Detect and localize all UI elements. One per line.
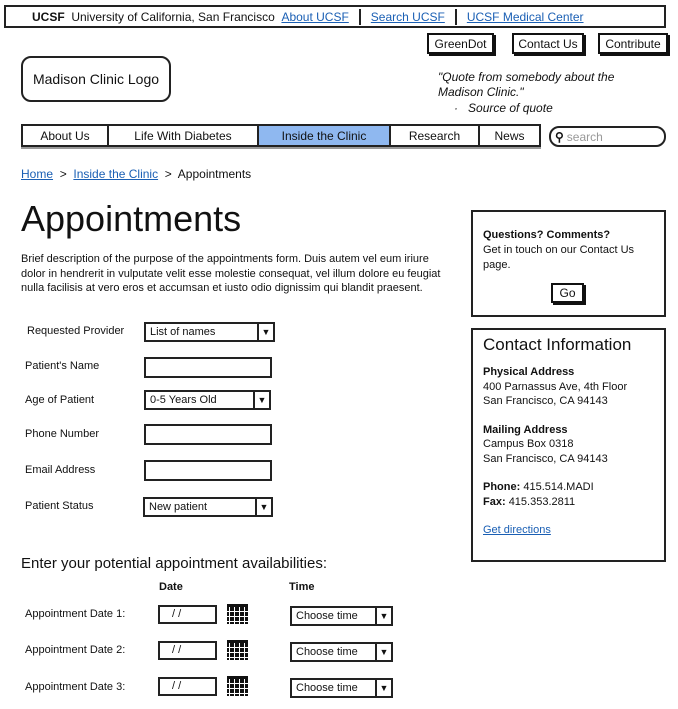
address-line: San Francisco, CA 94143 bbox=[483, 452, 608, 465]
questions-title: Questions? Comments? bbox=[483, 229, 611, 241]
time-value: Choose time bbox=[296, 610, 358, 622]
contribute-button[interactable]: Contribute bbox=[598, 33, 668, 54]
phone-label: Phone: bbox=[483, 481, 521, 493]
nav-life-with-diabetes[interactable]: Life With Diabetes bbox=[108, 124, 259, 147]
appointment-date-2-label: Appointment Date 2: bbox=[25, 644, 126, 656]
chevron-down-icon: ▼ bbox=[375, 644, 391, 660]
fax-label: Fax: bbox=[483, 495, 506, 508]
search-placeholder: search bbox=[566, 129, 603, 144]
time-header: Time bbox=[289, 581, 315, 593]
time-value: Choose time bbox=[296, 682, 358, 694]
status-value: New patient bbox=[149, 501, 208, 513]
provider-value: List of names bbox=[150, 326, 216, 338]
date-value: / / bbox=[172, 644, 182, 656]
address-line: Campus Box 0318 bbox=[483, 438, 574, 450]
appointment-date-3-label: Appointment Date 3: bbox=[25, 681, 126, 693]
provider-select[interactable] bbox=[144, 322, 275, 342]
contact-title: Contact Information bbox=[483, 335, 632, 354]
chevron-down-icon: ▼ bbox=[255, 499, 271, 515]
availability-heading: Enter your potential appointment availabilities: bbox=[21, 555, 328, 572]
physical-label: Physical Address bbox=[483, 366, 575, 378]
greendot-button[interactable]: GreenDot bbox=[427, 33, 494, 54]
bullet: · bbox=[454, 101, 458, 115]
phone-label: Phone Number bbox=[25, 428, 99, 440]
age-select[interactable] bbox=[144, 390, 271, 410]
appointment-date-1-label: Appointment Date 1: bbox=[25, 608, 126, 620]
nav-about-us[interactable]: About Us bbox=[21, 124, 109, 147]
contact-us-button[interactable]: Contact Us bbox=[512, 33, 584, 54]
status-select[interactable] bbox=[143, 497, 273, 517]
patient-name-input[interactable] bbox=[144, 357, 272, 378]
appointment-date-3-input[interactable] bbox=[158, 677, 217, 696]
chevron-down-icon: ▼ bbox=[257, 324, 273, 340]
email-input[interactable] bbox=[144, 460, 272, 481]
patient-name-label: Patient's Name bbox=[25, 360, 100, 372]
contact-info-box bbox=[471, 328, 666, 562]
breadcrumb-current: Appointments bbox=[177, 167, 252, 181]
age-label: Age of Patient bbox=[25, 394, 95, 406]
calendar-icon[interactable] bbox=[227, 604, 248, 624]
about-ucsf-link[interactable]: About UCSF bbox=[281, 9, 349, 24]
search-icon: ⚲ bbox=[555, 129, 564, 144]
questions-box bbox=[471, 210, 666, 317]
quote bbox=[438, 70, 663, 116]
chevron-down-icon: ▼ bbox=[253, 392, 269, 408]
quote-source: Source of quote bbox=[468, 101, 553, 115]
appointment-time-2-select[interactable] bbox=[290, 642, 393, 662]
calendar-icon[interactable] bbox=[227, 676, 248, 696]
quote-text: "Quote from somebody about the Madison Clinic." bbox=[438, 70, 615, 99]
get-directions-link[interactable]: Get directions bbox=[483, 524, 551, 536]
address-line: 400 Parnassus Ave, 4th Floor bbox=[483, 380, 628, 393]
breadcrumb-sep: > bbox=[164, 167, 172, 181]
page-title: Appointments bbox=[21, 198, 242, 239]
email-label: Email Address bbox=[25, 464, 96, 476]
mailing-label: Mailing Address bbox=[483, 423, 568, 436]
search-ucsf-link[interactable]: Search UCSF bbox=[370, 9, 445, 24]
search-input[interactable] bbox=[549, 126, 666, 147]
provider-label: Requested Provider bbox=[27, 325, 125, 337]
calendar-icon[interactable] bbox=[227, 640, 248, 660]
chevron-down-icon: ▼ bbox=[375, 608, 391, 624]
breadcrumb-sep: > bbox=[59, 167, 67, 181]
phone-value: 415.514.MADI bbox=[523, 481, 594, 493]
fax-value: 415.353.2811 bbox=[508, 495, 576, 508]
go-button[interactable]: Go bbox=[551, 283, 584, 303]
date-value: / / bbox=[172, 680, 182, 692]
date-header: Date bbox=[159, 581, 183, 593]
breadcrumb bbox=[21, 167, 251, 181]
page-description: Brief description of the purpose of the appointments form. Duis autem vel eum iriure dolor in hendrerit in vulputate velit esse molestie consequat, vel illum dolore eu feugiat nulla facilisis at vero eros et accumsan et iusto odio dignissim qui blandit praesent. bbox=[21, 253, 441, 294]
nav-research[interactable]: Research bbox=[390, 124, 480, 147]
status-label: Patient Status bbox=[25, 500, 94, 512]
ucsf-brand: UCSF bbox=[32, 9, 65, 24]
time-value: Choose time bbox=[296, 646, 358, 658]
appointment-date-2-input[interactable] bbox=[158, 641, 217, 660]
appointment-date-1-input[interactable] bbox=[158, 605, 217, 624]
phone-input[interactable] bbox=[144, 424, 272, 445]
chevron-down-icon: ▼ bbox=[375, 680, 391, 696]
ucsf-name: University of California, San Francisco bbox=[71, 9, 275, 24]
ucsf-medical-center-link[interactable]: UCSF Medical Center bbox=[466, 9, 584, 24]
address-line: San Francisco, CA 94143 bbox=[483, 395, 608, 407]
age-value: 0-5 Years Old bbox=[150, 394, 217, 406]
appointment-time-3-select[interactable] bbox=[290, 678, 393, 698]
questions-text: Get in touch on our Contact Us page. bbox=[483, 244, 635, 271]
clinic-logo[interactable]: Madison Clinic Logo bbox=[21, 56, 171, 102]
ucsf-top-bar bbox=[4, 5, 666, 28]
breadcrumb-home[interactable]: Home bbox=[21, 167, 54, 181]
nav-news[interactable]: News bbox=[479, 124, 541, 147]
nav-inside-the-clinic[interactable]: Inside the Clinic bbox=[258, 124, 391, 147]
breadcrumb-inside-the-clinic[interactable]: Inside the Clinic bbox=[73, 167, 159, 181]
appointment-time-1-select[interactable] bbox=[290, 606, 393, 626]
date-value: / / bbox=[172, 608, 182, 620]
